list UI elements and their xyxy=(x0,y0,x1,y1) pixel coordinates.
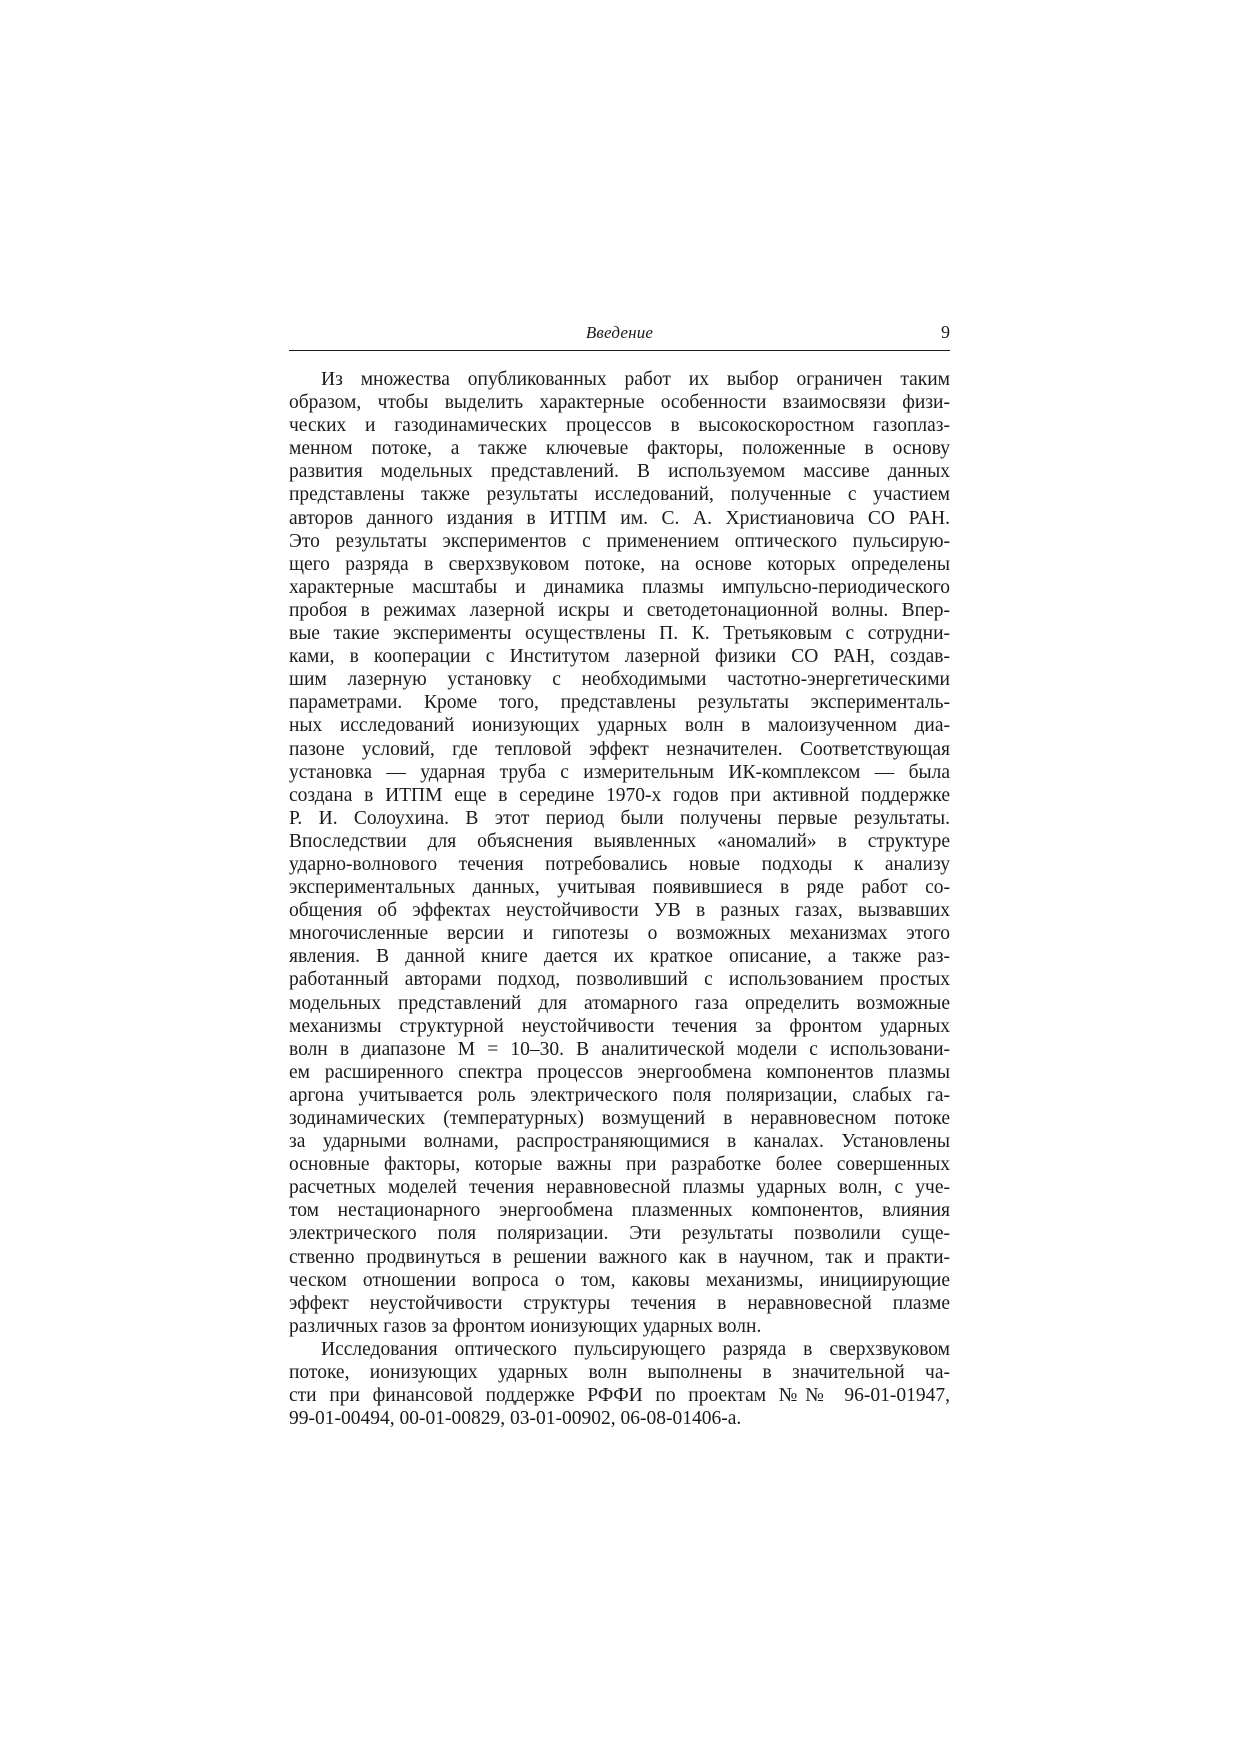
text-line: щего разряда в сверхзвуковом потоке, на основе которых определены xyxy=(289,553,950,575)
text-line: установка — ударная труба с измерительным ИК-комплексом — была xyxy=(289,761,950,783)
text-line: менном потоке, а также ключевые факторы, положенные в основу xyxy=(289,438,950,460)
text-line: потоке, ионизующих ударных волн выполнены в значительной ча- xyxy=(289,1362,950,1384)
text-line: механизмы структурной неустойчивости течения за фронтом ударных xyxy=(289,1015,950,1037)
text-line: многочисленные версии и гипотезы о возможных механизмах этого xyxy=(289,923,950,945)
text-line: волн в диапазоне M = 10–30. В аналитической модели с использовани- xyxy=(289,1038,950,1060)
text-line: шим лазерную установку с необходимыми частотно-энергетическими xyxy=(289,669,950,691)
text-line: Исследования оптического пульсирующего разряда в сверхзвуковом xyxy=(321,1338,950,1360)
text-line: представлены также результаты исследований, полученные с участием xyxy=(289,484,950,506)
text-line: ческом отношении вопроса о том, каковы механизмы, инициирующие xyxy=(289,1269,950,1291)
text-line: пазоне условий, где тепловой эффект незначителен. Соответствующая xyxy=(289,738,950,760)
text-line: характерные масштабы и динамика плазмы импульсно-периодического xyxy=(289,576,950,598)
text-line: работанный авторами подход, позволивший с использованием простых xyxy=(289,969,950,991)
text-line: создана в ИТПМ еще в середине 1970-х годов при активной поддержке xyxy=(289,784,950,806)
text-line: ем расширенного спектра процессов энергообмена компонентов плазмы xyxy=(289,1061,950,1083)
text-line: расчетных моделей течения неравновесной плазмы ударных волн, с уче- xyxy=(289,1177,950,1199)
page-number: 9 xyxy=(941,322,950,342)
running-title: Введение xyxy=(585,323,654,342)
text-line: развития модельных представлений. В используемом массиве данных xyxy=(289,461,950,483)
text-line: том нестационарного энергообмена плазменных компонентов, влияния xyxy=(289,1200,950,1222)
text-line: сти при финансовой поддержке РФФИ по проектам №№ 96-01-01947, xyxy=(289,1385,950,1407)
text-line: экспериментальных данных, учитывая появившиеся в ряде работ со- xyxy=(289,877,950,899)
text-line: электрического поля поляризации. Эти результаты позволили суще- xyxy=(289,1223,950,1245)
text-line: параметрами. Кроме того, представлены результаты эксперименталь- xyxy=(289,692,950,714)
text-line: ками, в кооперации с Институтом лазерной физики СО РАН, создав- xyxy=(289,646,950,668)
text-line: Впоследствии для объяснения выявленных «аномалий» в структуре xyxy=(289,830,950,852)
text-line: модельных представлений для атомарного газа определить возможные xyxy=(289,992,950,1014)
text-line: основные факторы, которые важны при разработке более совершенных xyxy=(289,1154,950,1176)
text-line: образом, чтобы выделить характерные особенности взаимосвязи физи- xyxy=(289,392,950,414)
text-line: вые такие эксперименты осуществлены П. К. Третьяковым с сотрудни- xyxy=(289,623,950,645)
text-line: ударно-волнового течения потребовались новые подходы к анализу xyxy=(289,853,950,875)
text-line: ческих и газодинамических процессов в высокоскоростном газоплаз- xyxy=(289,415,950,437)
text-line: за ударными волнами, распространяющимися в каналах. Установлены xyxy=(289,1131,950,1153)
text-line: 99-01-00494, 00-01-00829, 03-01-00902, 06-08-01406-а. xyxy=(289,1408,742,1430)
text-line: Из множества опубликованных работ их выбор ограничен таким xyxy=(321,369,950,390)
paragraph-2 xyxy=(289,1338,950,1430)
text-line: ных исследований ионизующих ударных волн в малоизученном диа- xyxy=(289,715,950,737)
text-line: аргона учитывается роль электрического поля поляризации, слабых га- xyxy=(289,1084,950,1106)
text-line: Р. И. Солоухина. В этот период были получены первые результаты. xyxy=(289,807,950,829)
body-text xyxy=(289,368,950,1430)
running-header xyxy=(289,322,950,351)
paragraph-1 xyxy=(289,368,950,1338)
text-line: общения об эффектах неустойчивости УВ в разных газах, вызвавших xyxy=(289,900,950,922)
text-line: явления. В данной книге дается их краткое описание, а также раз- xyxy=(289,946,950,968)
text-line: различных газов за фронтом ионизующих ударных волн. xyxy=(289,1315,762,1337)
text-line: ственно продвинуться в решении важного как в научном, так и практи- xyxy=(289,1246,950,1268)
text-line: эффект неустойчивости структуры течения в неравновесной плазме xyxy=(289,1292,950,1314)
text-line: Это результаты экспериментов с применением оптического пульсирую- xyxy=(289,530,950,552)
text-line: авторов данного издания в ИТПМ им. С. А. Христиановича СО РАН. xyxy=(289,507,950,529)
text-line: пробоя в режимах лазерной искры и светодетонационной волны. Впер- xyxy=(289,599,950,621)
text-line: зодинамических (температурных) возмущений в неравновесном потоке xyxy=(289,1108,950,1129)
